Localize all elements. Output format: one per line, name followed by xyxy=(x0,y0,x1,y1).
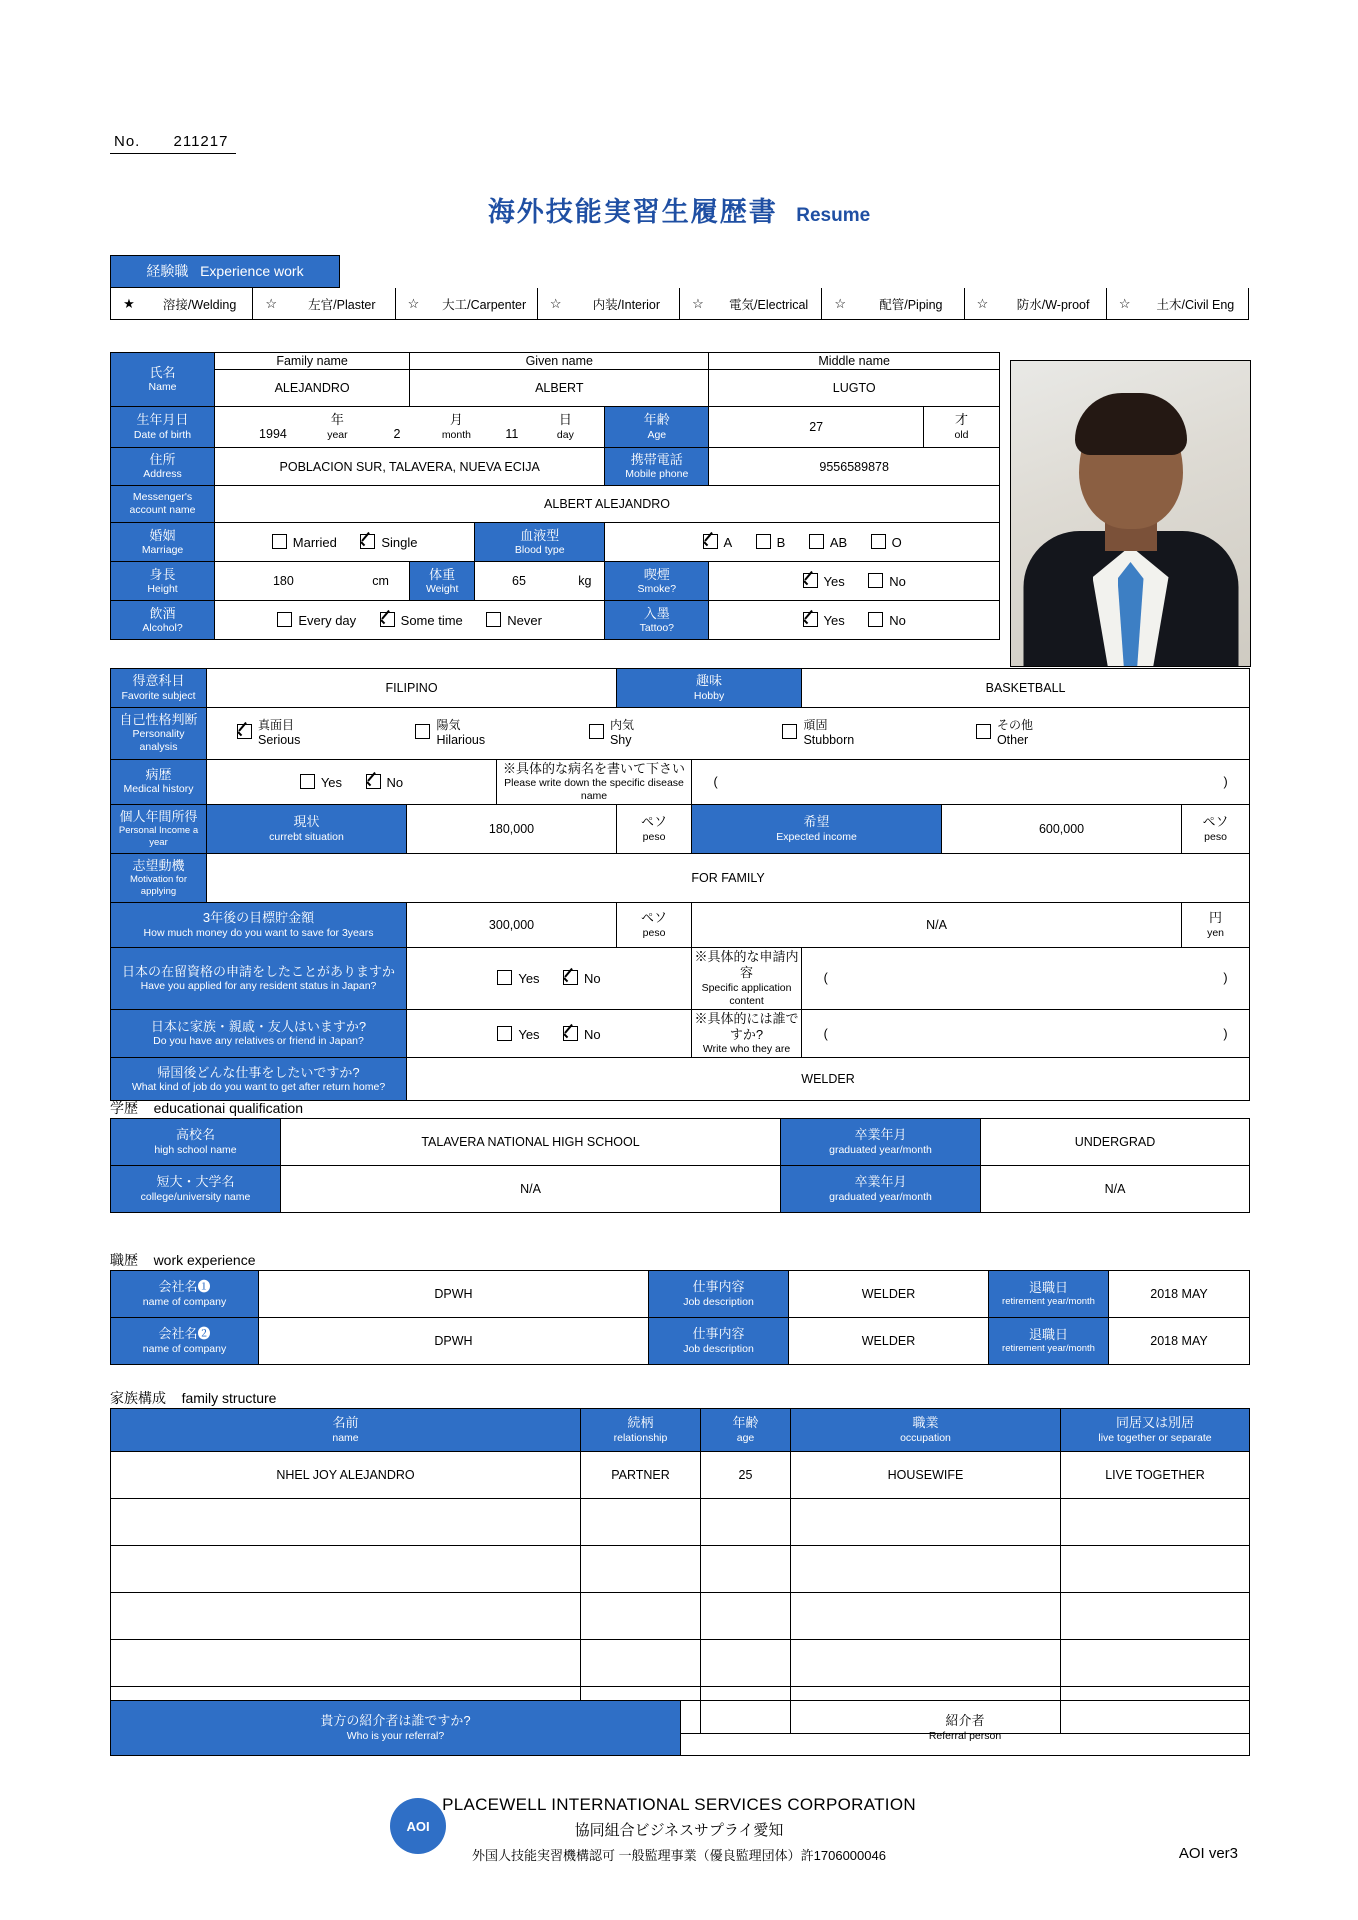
star-icon[interactable]: ☆ xyxy=(976,295,989,311)
aoi-logo: AOI xyxy=(390,1798,446,1854)
label-college: 短大・大学名 college/university name xyxy=(111,1166,281,1213)
messenger-account-value[interactable]: ALBERT ALEJANDRO xyxy=(215,486,1000,523)
company-1-name[interactable]: DPWH xyxy=(259,1271,649,1318)
document-number-label: No. xyxy=(114,133,141,150)
medical-note: ※具体的な病名を書いて下さい Please write down the specific disease name xyxy=(497,759,692,805)
label-date-of-birth: 生年月日 Date of birth xyxy=(111,407,215,448)
height-unit: cm xyxy=(372,574,389,589)
row-name-header xyxy=(111,353,1000,370)
savings-peso-unit: ペソ peso xyxy=(617,903,692,948)
family-occupation[interactable] xyxy=(791,1593,1061,1640)
label-name: 氏名 Name xyxy=(111,353,215,407)
label-expected-income: 希望 Expected income xyxy=(692,805,942,854)
experience-item-welding[interactable] xyxy=(111,288,253,319)
family-living[interactable]: LIVE TOGETHER xyxy=(1061,1452,1250,1499)
label-personality: 自己性格判断 Personality analysis xyxy=(111,708,207,760)
family-header-name: 名前 name xyxy=(111,1409,581,1452)
savings-peso-value[interactable]: 300,000 xyxy=(407,903,617,948)
savings-yen-value[interactable]: N/A xyxy=(692,903,1182,948)
work-row-1 xyxy=(111,1271,1250,1318)
star-icon[interactable]: ☆ xyxy=(692,295,704,311)
experience-item-label: 電気/Electrical xyxy=(729,297,809,312)
experience-item-waterproof[interactable] xyxy=(965,288,1107,319)
middle-name-header: Middle name xyxy=(709,353,1000,370)
label-relatives: 日本に家族・親戚・友人はいますか? Do you have any relatives or friend in Japan? xyxy=(111,1009,407,1058)
resident-option-no[interactable]: No xyxy=(563,970,601,986)
row-medical xyxy=(111,759,1250,805)
company-1-retirement[interactable]: 2018 MAY xyxy=(1109,1271,1250,1318)
education-row-highschool xyxy=(111,1119,1250,1166)
personality-options xyxy=(207,708,1250,760)
motivation-value[interactable]: FOR FAMILY xyxy=(207,854,1250,903)
row-address xyxy=(111,448,1000,486)
row-savings xyxy=(111,903,1250,948)
family-living[interactable] xyxy=(1061,1546,1250,1593)
experience-item-label: 溶接/Welding xyxy=(162,297,237,312)
alcohol-option-everyday[interactable]: Every day xyxy=(277,612,356,628)
experience-item-label: 内装/Interior xyxy=(592,297,661,312)
row-future-job xyxy=(111,1058,1250,1101)
label-tattoo: 入墨 Tattoo? xyxy=(605,601,709,640)
label-favorite-subject: 得意科目 Favorite subject xyxy=(111,669,207,708)
label-age: 年齢 Age xyxy=(605,407,709,448)
blood-option-ab[interactable]: AB xyxy=(809,534,847,550)
family-relationship[interactable] xyxy=(581,1499,701,1546)
row-relatives xyxy=(111,1009,1250,1058)
college-graduated[interactable]: N/A xyxy=(981,1166,1250,1213)
relatives-option-yes[interactable]: Yes xyxy=(497,1026,539,1042)
favorite-subject-value[interactable]: FILIPINO xyxy=(207,669,617,708)
expected-income-unit: ペソ peso xyxy=(1182,805,1250,854)
footer xyxy=(0,1795,1358,1864)
education-heading: 学歴 educationai qualification xyxy=(110,1100,304,1116)
page-title-jp: 海外技能実習生履歴書 xyxy=(487,197,778,227)
family-name-value[interactable]: ALEJANDRO xyxy=(215,370,410,407)
work-row-2 xyxy=(111,1318,1250,1365)
document-number-value: 211217 xyxy=(173,133,229,150)
education-row-college xyxy=(111,1166,1250,1213)
table-row xyxy=(111,1452,1250,1499)
experience-item-label: 防水/W-proof xyxy=(1016,297,1090,312)
label-mobile-phone: 携帯電話 Mobile phone xyxy=(605,448,709,486)
tattoo-option-yes[interactable]: Yes xyxy=(803,612,845,628)
marriage-option-single[interactable]: Single xyxy=(360,534,417,550)
personal-info-table xyxy=(110,352,1000,640)
label-company-1: 会社名❶ name of company xyxy=(111,1271,259,1318)
mobile-phone-value[interactable]: 9556589878 xyxy=(709,448,1000,486)
family-table xyxy=(110,1408,1249,1734)
family-living[interactable] xyxy=(1061,1640,1250,1687)
middle-name-value[interactable]: LUGTO xyxy=(709,370,1000,407)
age-unit: 才 old xyxy=(924,407,1000,448)
label-savings-goal: 3年後の目標貯金額 How much money do you want to save for 3years xyxy=(111,903,407,948)
height-value-cell[interactable] xyxy=(215,562,410,601)
current-income-unit: ペソ peso xyxy=(617,805,692,854)
family-name-header: Family name xyxy=(215,353,410,370)
family-name[interactable] xyxy=(111,1640,581,1687)
relatives-options xyxy=(407,1009,692,1058)
medical-option-no[interactable]: No xyxy=(366,774,404,790)
experience-item-electrical[interactable] xyxy=(680,288,822,319)
star-icon[interactable]: ☆ xyxy=(834,295,847,311)
birth-date-group[interactable]: 1994 年 year 2 月 month 11 日 day xyxy=(215,407,605,448)
savings-yen-unit: 円 yen xyxy=(1182,903,1250,948)
height-value[interactable]: 180 xyxy=(272,574,294,589)
row-personality xyxy=(111,708,1250,760)
label-company-2: 会社名❷ name of company xyxy=(111,1318,259,1365)
referral-table xyxy=(110,1700,1249,1756)
family-age[interactable] xyxy=(701,1499,791,1546)
table-row xyxy=(111,1546,1250,1593)
row-birth xyxy=(111,407,1000,448)
row-marriage xyxy=(111,523,1000,562)
experience-work-row xyxy=(110,288,1249,320)
label-current-income: 現状 currebt situation xyxy=(207,805,407,854)
high-school-graduated[interactable]: UNDERGRAD xyxy=(981,1119,1250,1166)
given-name-value[interactable]: ALBERT xyxy=(410,370,709,407)
page-title-en: Resume xyxy=(796,205,871,226)
company-1-job[interactable]: WELDER xyxy=(789,1271,989,1318)
family-occupation[interactable] xyxy=(791,1499,1061,1546)
experience-item-label: 土木/Civil Eng xyxy=(1156,297,1235,312)
experience-item-civil-eng[interactable] xyxy=(1107,288,1248,319)
resident-detail-field[interactable]: ( ) xyxy=(802,948,1250,1010)
family-header-occupation: 職業 occupation xyxy=(791,1409,1061,1452)
experience-work-tab-en: Experience work xyxy=(200,263,304,279)
row-resident-status xyxy=(111,948,1250,1010)
footer-version: AOI ver3 xyxy=(1178,1845,1238,1862)
birth-month-value[interactable]: 2 xyxy=(393,426,401,441)
experience-work-tab-jp: 経験職 xyxy=(146,263,189,279)
birth-year-value[interactable]: 1994 xyxy=(259,426,287,441)
label-retirement-1: 退職日 retirement year/month xyxy=(989,1271,1109,1318)
label-smoke: 喫煙 Smoke? xyxy=(605,562,709,601)
family-header-row xyxy=(111,1409,1250,1452)
star-icon[interactable]: ★ xyxy=(123,295,135,311)
hobby-value[interactable]: BASKETBALL xyxy=(802,669,1250,708)
family-header-living: 同居又は別居 live together or separate xyxy=(1061,1409,1250,1452)
row-motivation xyxy=(111,854,1250,903)
company-2-job[interactable]: WELDER xyxy=(789,1318,989,1365)
personality-option-serious[interactable]: 真面目 Serious xyxy=(237,719,412,747)
experience-item-label: 配管/Piping xyxy=(879,297,943,312)
experience-item-interior[interactable] xyxy=(538,288,680,319)
family-name[interactable]: NHEL JOY ALEJANDRO xyxy=(111,1452,581,1499)
label-address: 住所 Address xyxy=(111,448,215,486)
family-relationship[interactable] xyxy=(581,1640,701,1687)
label-graduated-highschool: 卒業年月 graduated year/month xyxy=(781,1119,981,1166)
applicant-photo xyxy=(1010,360,1251,667)
experience-item-plaster[interactable] xyxy=(253,288,395,319)
referral-row xyxy=(111,1701,1250,1756)
smoke-option-no[interactable]: No xyxy=(868,573,906,589)
family-relationship[interactable]: PARTNER xyxy=(581,1452,701,1499)
star-icon[interactable]: ☆ xyxy=(549,295,562,311)
smoke-options xyxy=(709,562,1000,601)
footer-license: 外国人技能実習機構認可 一般監理事業（優良監理団体）許1706000046 xyxy=(472,1848,886,1863)
table-row xyxy=(111,1640,1250,1687)
given-name-header: Given name xyxy=(410,353,709,370)
family-header-relationship: 続柄 relationship xyxy=(581,1409,701,1452)
label-marriage: 婚姻 Marriage xyxy=(111,523,215,562)
weight-value[interactable]: 65 xyxy=(512,574,526,589)
company-2-name[interactable]: DPWH xyxy=(259,1318,649,1365)
weight-value-cell[interactable] xyxy=(475,562,605,601)
label-height: 身長 Height xyxy=(111,562,215,601)
expected-income-value[interactable]: 600,000 xyxy=(942,805,1182,854)
row-alcohol xyxy=(111,601,1000,640)
star-icon[interactable]: ☆ xyxy=(407,295,420,311)
label-referral-question: 貴方の紹介者は誰ですか? Who is your referral? xyxy=(111,1701,681,1756)
address-value[interactable]: POBLACION SUR, TALAVERA, NUEVA ECIJA xyxy=(215,448,605,486)
work-heading: 職歴 work experience xyxy=(110,1252,256,1268)
personality-option-stubborn[interactable]: 頑固 Stubborn xyxy=(782,719,972,747)
alcohol-option-never[interactable]: Never xyxy=(486,612,542,628)
personality-option-other[interactable]: その他 Other xyxy=(976,719,1126,747)
work-table xyxy=(110,1270,1249,1365)
smoke-option-yes[interactable]: Yes xyxy=(803,573,845,589)
star-icon[interactable]: ☆ xyxy=(265,295,278,311)
age-value[interactable]: 27 xyxy=(709,407,924,448)
tattoo-option-no[interactable]: No xyxy=(868,612,906,628)
future-job-value[interactable]: WELDER xyxy=(407,1058,1250,1101)
label-weight: 体重 Weight xyxy=(410,562,475,601)
blood-type-options xyxy=(605,523,1000,562)
education-table xyxy=(110,1118,1249,1213)
row-income xyxy=(111,805,1250,854)
table-row xyxy=(111,1499,1250,1546)
referral-person-field[interactable]: 紹介者 Referral person xyxy=(681,1701,1250,1756)
family-name[interactable] xyxy=(111,1593,581,1640)
marriage-option-married[interactable]: Married xyxy=(272,534,337,550)
family-age[interactable] xyxy=(701,1546,791,1593)
row-name-value xyxy=(111,370,1000,407)
marriage-options xyxy=(215,523,475,562)
medical-option-yes[interactable]: Yes xyxy=(300,774,342,790)
blood-option-o[interactable]: O xyxy=(871,534,902,550)
document-number xyxy=(110,133,236,154)
family-living[interactable] xyxy=(1061,1499,1250,1546)
personality-option-shy[interactable]: 内気 Shy xyxy=(589,719,779,747)
family-age[interactable] xyxy=(701,1640,791,1687)
family-relationship[interactable] xyxy=(581,1546,701,1593)
family-heading: 家族構成 family structure xyxy=(110,1390,277,1406)
company-2-retirement[interactable]: 2018 MAY xyxy=(1109,1318,1250,1365)
experience-item-carpenter[interactable] xyxy=(396,288,538,319)
resident-options xyxy=(407,948,692,1010)
personality-option-hilarious[interactable]: 陽気 Hilarious xyxy=(415,719,585,747)
relatives-detail-field[interactable]: ( ) xyxy=(802,1009,1250,1058)
footer-company: PLACEWELL INTERNATIONAL SERVICES CORPORATION xyxy=(442,1795,916,1814)
row-subject-hobby xyxy=(111,669,1250,708)
label-messenger-account: Messenger's account name xyxy=(111,486,215,523)
family-relationship[interactable] xyxy=(581,1593,701,1640)
label-job-description-2: 仕事内容 Job description xyxy=(649,1318,789,1365)
table-row xyxy=(111,1593,1250,1640)
alcohol-options xyxy=(215,601,605,640)
family-age[interactable] xyxy=(701,1593,791,1640)
experience-work-section xyxy=(110,255,1249,320)
family-header-age: 年齢 age xyxy=(701,1409,791,1452)
label-high-school: 高校名 high school name xyxy=(111,1119,281,1166)
resident-option-yes[interactable]: Yes xyxy=(497,970,539,986)
label-alcohol: 飲酒 Alcohol? xyxy=(111,601,215,640)
family-occupation[interactable]: HOUSEWIFE xyxy=(791,1452,1061,1499)
family-occupation[interactable] xyxy=(791,1640,1061,1687)
medical-options xyxy=(207,759,497,805)
college-name[interactable]: N/A xyxy=(281,1166,781,1213)
experience-item-label: 大工/Carpenter xyxy=(442,297,527,312)
row-messenger xyxy=(111,486,1000,523)
alcohol-option-sometime[interactable]: Some time xyxy=(380,612,463,628)
experience-work-tab xyxy=(110,255,340,288)
experience-item-label: 左官/Plaster xyxy=(308,297,376,312)
birth-day-value[interactable]: 11 xyxy=(505,426,519,441)
label-future-job: 帰国後どんな仕事をしたいですか? What kind of job do you want to get after return home? xyxy=(111,1058,407,1101)
high-school-name[interactable]: TALAVERA NATIONAL HIGH SCHOOL xyxy=(281,1119,781,1166)
family-age[interactable]: 25 xyxy=(701,1452,791,1499)
blood-option-a[interactable]: A xyxy=(703,534,733,550)
current-income-value[interactable]: 180,000 xyxy=(407,805,617,854)
family-occupation[interactable] xyxy=(791,1546,1061,1593)
personal-info-table-lower xyxy=(110,668,1249,1101)
label-hobby: 趣味 Hobby xyxy=(617,669,802,708)
label-personal-income: 個人年間所得 Personal Income a year xyxy=(111,805,207,854)
resident-note: ※具体的な申請内容 Specific application content xyxy=(692,948,802,1010)
family-living[interactable] xyxy=(1061,1593,1250,1640)
experience-item-piping[interactable] xyxy=(822,288,964,319)
label-medical-history: 病歴 Medical history xyxy=(111,759,207,805)
family-name[interactable] xyxy=(111,1499,581,1546)
label-motivation: 志望動機 Motivation for applying xyxy=(111,854,207,903)
label-graduated-college: 卒業年月 graduated year/month xyxy=(781,1166,981,1213)
footer-coop: 協同組合ビジネスサプライ愛知 xyxy=(574,1822,784,1839)
label-retirement-2: 退職日 retirement year/month xyxy=(989,1318,1109,1365)
label-blood-type: 血液型 Blood type xyxy=(475,523,605,562)
star-icon[interactable]: ☆ xyxy=(1118,295,1131,311)
relatives-note: ※具体的には誰ですか? Write who they are xyxy=(692,1009,802,1058)
relatives-option-no[interactable]: No xyxy=(563,1026,601,1042)
row-height xyxy=(111,562,1000,601)
tattoo-options xyxy=(709,601,1000,640)
blood-option-b[interactable]: B xyxy=(756,534,786,550)
label-job-description-1: 仕事内容 Job description xyxy=(649,1271,789,1318)
medical-disease-field[interactable]: ( ) xyxy=(692,759,1250,805)
label-resident-status: 日本の在留資格の申請をしたことがありますか Have you applied for any resident status in Japan? xyxy=(111,948,407,1010)
page-title xyxy=(0,190,1358,229)
weight-unit: kg xyxy=(578,574,592,589)
family-name[interactable] xyxy=(111,1546,581,1593)
